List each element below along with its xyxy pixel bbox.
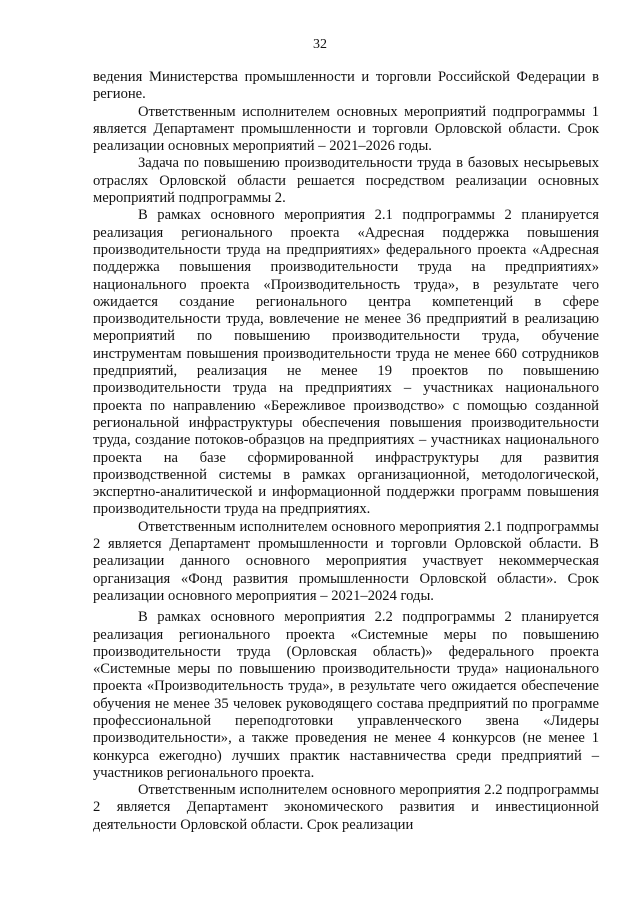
paragraph-activity-2-2: В рамках основного мероприятия 2.2 подпрограммы 2 планируется реализация регионального проекта «Системные меры по повышению производительности труда (Орловская область)» федерального проекта «Системные меры по повышению производительности труда» национального проекта «Производительность труда», в результате чего ожидается обеспечение обучения не менее 35 человек руководящего состава предприятий по программе профессиональной переподготовки управленческого звена «Лидеры производительности», а также проведения не менее 4 конкурсов (не менее 1 конкурса ежегодно) лучших практик наставничества среди предприятий – участников регионального проекта. — [93, 609, 599, 781]
paragraph-task: Задача по повышению производительности труда в базовых несырьевых отраслях Орловской области решается посредством реализации основных мероприятий подпрограммы 2. — [93, 155, 599, 207]
paragraph-subprogram-1-executor: Ответственным исполнителем основных мероприятий подпрограммы 1 является Департамент промышленности и торговли Орловской области. Срок реализации основных мероприятий – 2021–2026 годы. — [93, 103, 599, 155]
paragraph-activity-2-2-executor: Ответственным исполнителем основного мероприятия 2.2 подпрограммы 2 является Департамент экономического развития и инвестиционной деятельности Орловской области. Срок реализации — [93, 782, 599, 833]
paragraph-activity-2-1: В рамках основного мероприятия 2.1 подпрограммы 2 планируется реализация регионального проекта «Адресная поддержка повышения производительности труда на предприятиях» федерального проекта «Адресная поддержка повышения производительности труда на предприятиях» национального проекта «Производительность труда», в результате чего ожидается создание регионального центра компетенций в сфере производительности труда, вовлечение не менее 36 предприятий в реализацию мероприятий по повышению производительности труда, обучение инструментам повышения производительности труда не менее 660 сотрудников предприятий, реализация не менее 19 проектов по повышению производительности труда на предприятиях – участниках национального проекта по направлению «Бережливое производство» с помощью созданной региональной инфраструктуры обеспечения повышения производительности труда, создание потоков-образцов на предприятиях – участниках национального проекта на базе сформированной инфраструктуры для развития производственной системы в рамках организационной, методологической, экспертно-аналитической и информационной поддержки программ повышения производительности труда на предприятиях. — [93, 207, 599, 518]
document-body — [93, 69, 599, 834]
page-number: 32 — [313, 37, 327, 52]
paragraph-activity-2-1-executor: Ответственным исполнителем основного мероприятия 2.1 подпрограммы 2 является Департамент промышленности и торговли Орловской области. В реализации данного основного мероприятия участвует некоммерческая организация «Фонд развития промышленности Орловской области». Срок реализации основного мероприятия – 2021–2024 годы. — [93, 518, 599, 604]
paragraph-continuation: ведения Министерства промышленности и торговли Российской Федерации в регионе. — [93, 69, 599, 103]
